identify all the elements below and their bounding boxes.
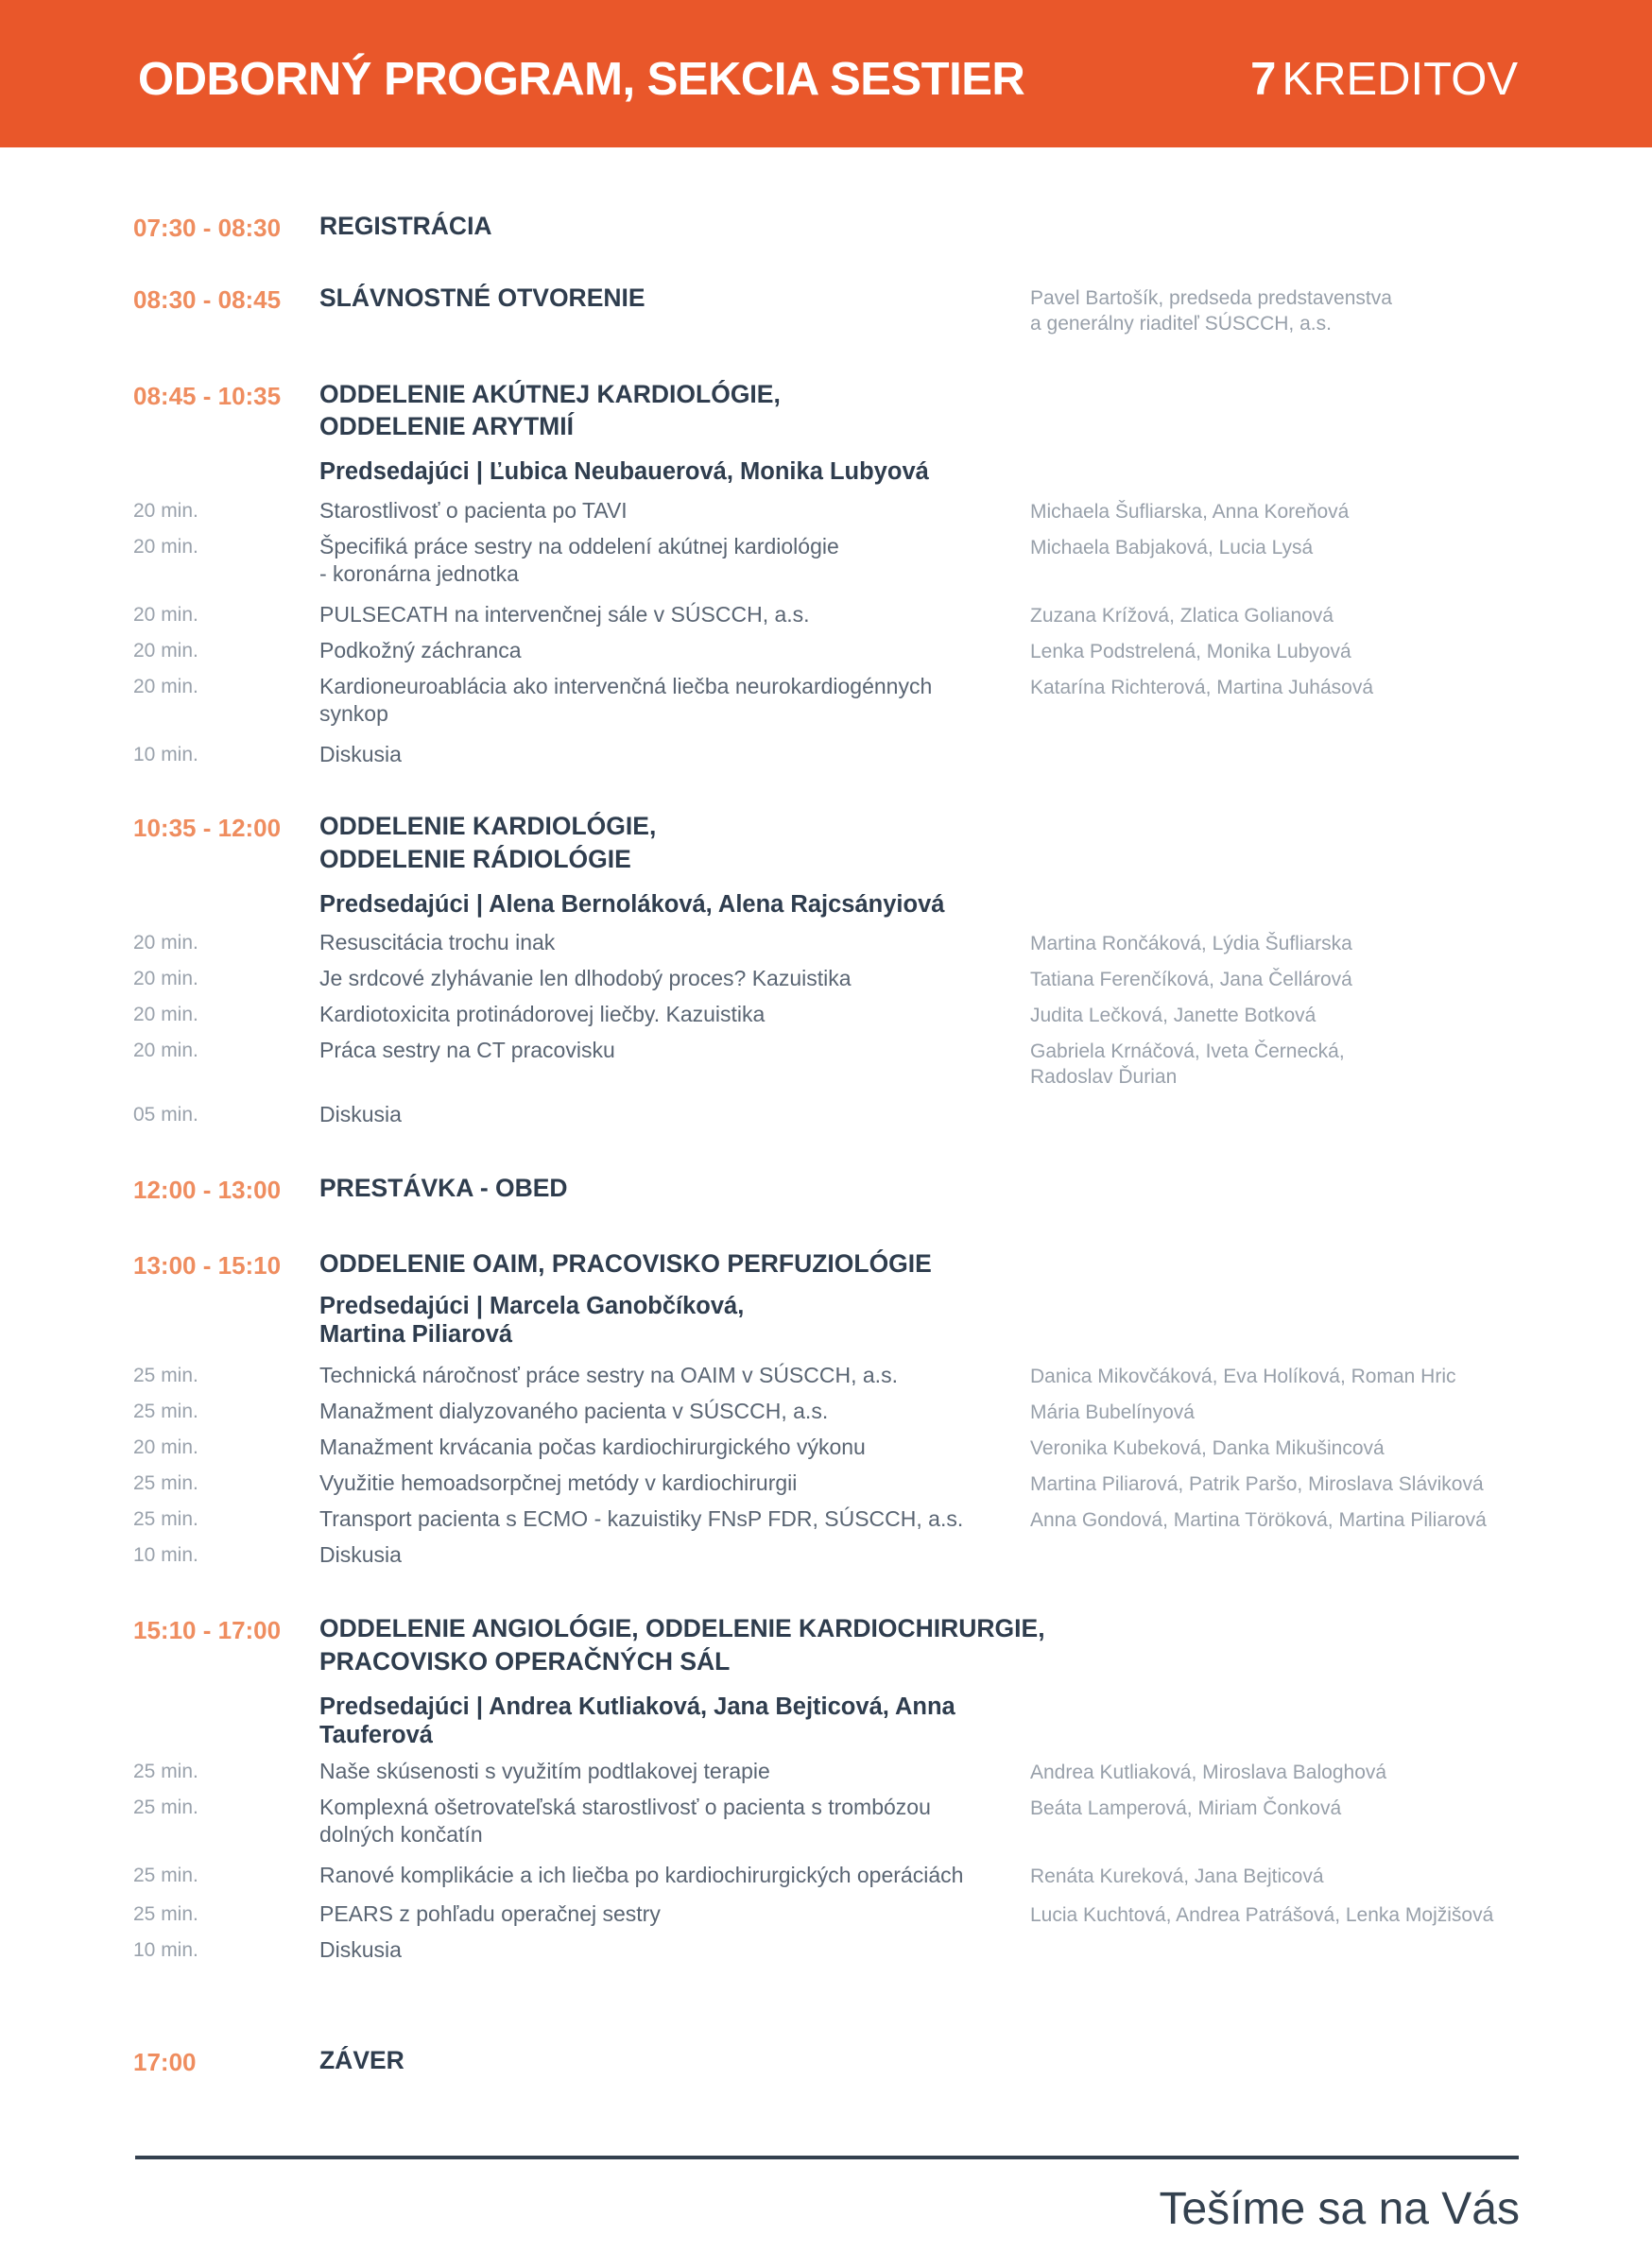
talk-topic: Komplexná ošetrovateľská starostlivosť o pacienta s trombózou <box>319 1795 931 1819</box>
talk-topic: dolných končatín <box>319 1822 483 1847</box>
talk-speakers: Martina Piliarová, Patrik Paršo, Miroslava Sláviková <box>1030 1473 1484 1495</box>
talk-duration: 20 min. <box>133 1040 198 1061</box>
chairs: Martina Piliarová <box>319 1321 513 1348</box>
talk-speakers: Tatiana Ferenčíková, Jana Čellárová <box>1030 969 1352 990</box>
talk-speakers: Anna Gondová, Martina Töröková, Martina Piliarová <box>1030 1509 1487 1531</box>
session-title: REGISTRÁCIA <box>319 212 492 240</box>
session-title: SLÁVNOSTNÉ OTVORENIE <box>319 284 645 312</box>
talk-topic: Starostlivosť o pacienta po TAVI <box>319 498 628 523</box>
talk-duration: 25 min. <box>133 1365 198 1386</box>
footer-slogan: Tešíme sa na Vás <box>1159 2184 1520 2234</box>
chairs: Predsedajúci | Marcela Ganobčíková, <box>319 1293 745 1319</box>
session-title: ODDELENIE ARYTMIÍ <box>319 412 574 440</box>
talk-topic: Práca sestry na CT pracovisku <box>319 1038 615 1062</box>
chairs: Predsedajúci | Alena Bernoláková, Alena Rajcsányiová <box>319 891 945 918</box>
talk-duration: 05 min. <box>133 1104 198 1126</box>
talk-duration: 20 min. <box>133 676 198 697</box>
session-title: ODDELENIE AKÚTNEJ KARDIOLÓGIE, <box>319 380 781 408</box>
talk-duration: 25 min. <box>133 1472 198 1494</box>
page-title: ODBORNÝ PROGRAM, SEKCIA SESTIER <box>138 54 1025 105</box>
talk-duration: 10 min. <box>133 1544 198 1566</box>
talk-duration: 20 min. <box>133 1004 198 1025</box>
talk-speakers: Lenka Podstrelená, Monika Lubyová <box>1030 641 1351 662</box>
talk-duration: 20 min. <box>133 932 198 954</box>
session-time: 17:00 <box>133 2048 197 2076</box>
credits-text: KREDITOV <box>1282 54 1518 105</box>
talk-duration: 20 min. <box>133 536 198 558</box>
session-time: 08:30 - 08:45 <box>133 285 282 314</box>
talk-duration: 10 min. <box>133 1939 198 1961</box>
talk-speakers: Lucia Kuchtová, Andrea Patrášová, Lenka Mojžišová <box>1030 1904 1494 1926</box>
talk-duration: 20 min. <box>133 604 198 626</box>
talk-speakers: Gabriela Krnáčová, Iveta Černecká, <box>1030 1040 1345 1062</box>
talk-duration: 25 min. <box>133 1508 198 1530</box>
session-title: ODDELENIE ANGIOLÓGIE, ODDELENIE KARDIOCHIRURGIE, <box>319 1614 1045 1642</box>
session-title: ODDELENIE RÁDIOLÓGIE <box>319 845 631 873</box>
chairs: Tauferová <box>319 1722 433 1748</box>
speaker: Pavel Bartošík, predseda predstavenstva <box>1030 287 1392 309</box>
talk-speakers: Zuzana Krížová, Zlatica Golianová <box>1030 605 1334 627</box>
talk-topic: synkop <box>319 701 388 726</box>
talk-speakers: Michaela Babjaková, Lucia Lysá <box>1030 537 1314 559</box>
talk-topic: PEARS z pohľadu operačnej sestry <box>319 1901 661 1926</box>
credits-label <box>1250 53 1518 106</box>
session-title: ODDELENIE OAIM, PRACOVISKO PERFUZIOLÓGIE <box>319 1249 932 1278</box>
talk-speakers: Beáta Lamperová, Miriam Čonková <box>1030 1797 1342 1819</box>
talk-topic: Kardiotoxicita protinádorovej liečby. Kazuistika <box>319 1002 766 1026</box>
talk-topic: PULSECATH na intervenčnej sále v SÚSCCH, a.s. <box>319 602 810 627</box>
footer-divider <box>135 2156 1519 2159</box>
talk-duration: 20 min. <box>133 640 198 662</box>
talk-topic: Diskusia <box>319 1102 402 1126</box>
talk-duration: 20 min. <box>133 1436 198 1458</box>
talk-topic: Resuscitácia trochu inak <box>319 930 556 954</box>
talk-duration: 20 min. <box>133 968 198 989</box>
talk-topic: Diskusia <box>319 1937 402 1962</box>
chairs: Predsedajúci | Andrea Kutliaková, Jana Bejticová, Anna <box>319 1693 955 1720</box>
talk-topic: Manažment krvácania počas kardiochirurgického výkonu <box>319 1435 866 1459</box>
speaker: a generálny riaditeľ SÚSCCH, a.s. <box>1030 313 1332 335</box>
session-time: 13:00 - 15:10 <box>133 1251 282 1280</box>
talk-topic: Naše skúsenosti s využitím podtlakovej terapie <box>319 1759 770 1783</box>
talk-topic: Diskusia <box>319 1542 402 1567</box>
session-time: 08:45 - 10:35 <box>133 382 282 410</box>
talk-speakers: Judita Lečková, Janette Botková <box>1030 1005 1316 1026</box>
talk-duration: 25 min. <box>133 1865 198 1886</box>
talk-topic: Špecifiká práce sestry na oddelení akútnej kardiológie <box>319 534 839 559</box>
session-time: 15:10 - 17:00 <box>133 1616 282 1644</box>
talk-topic: Je srdcové zlyhávanie len dlhodobý proces? Kazuistika <box>319 966 852 990</box>
talk-speakers: Veronika Kubeková, Danka Mikušincová <box>1030 1437 1385 1459</box>
credits-number: 7 <box>1250 54 1277 105</box>
talk-topic: Diskusia <box>319 742 402 766</box>
talk-duration: 25 min. <box>133 1401 198 1422</box>
talk-duration: 25 min. <box>133 1761 198 1782</box>
talk-speakers: Radoslav Ďurian <box>1030 1066 1178 1088</box>
talk-topic: Technická náročnosť práce sestry na OAIM v SÚSCCH, a.s. <box>319 1363 898 1387</box>
talk-speakers: Renáta Kureková, Jana Bejticová <box>1030 1865 1324 1887</box>
talk-topic: Ranové komplikácie a ich liečba po kardiochirurgických operáciách <box>319 1863 964 1887</box>
session-time: 10:35 - 12:00 <box>133 814 282 842</box>
talk-speakers: Danica Mikovčáková, Eva Holíková, Roman Hric <box>1030 1366 1456 1387</box>
talk-duration: 25 min. <box>133 1796 198 1818</box>
session-title: ZÁVER <box>319 2046 404 2074</box>
talk-duration: 10 min. <box>133 744 198 765</box>
talk-speakers: Martina Rončáková, Lýdia Šufliarska <box>1030 933 1352 954</box>
talk-speakers: Andrea Kutliaková, Miroslava Baloghová <box>1030 1762 1387 1783</box>
session-time: 12:00 - 13:00 <box>133 1176 282 1204</box>
talk-topic: Podkožný záchranca <box>319 638 522 662</box>
session-title: PRACOVISKO OPERAČNÝCH SÁL <box>319 1647 731 1676</box>
chairs: Predsedajúci | Ľubica Neubauerová, Monika Lubyová <box>319 458 929 485</box>
header-banner <box>0 0 1652 147</box>
talk-duration: 25 min. <box>133 1903 198 1925</box>
talk-duration: 20 min. <box>133 500 198 522</box>
talk-topic: Manažment dialyzovaného pacienta v SÚSCCH, a.s. <box>319 1399 829 1423</box>
talk-speakers: Katarína Richterová, Martina Juhásová <box>1030 677 1374 698</box>
talk-topic: Transport pacienta s ECMO - kazuistiky FNsP FDR, SÚSCCH, a.s. <box>319 1506 964 1531</box>
session-title: PRESTÁVKA - OBED <box>319 1174 568 1202</box>
talk-topic: Kardioneuroablácia ako intervenčná liečba neurokardiogénnych <box>319 674 933 698</box>
session-title: ODDELENIE KARDIOLÓGIE, <box>319 812 657 840</box>
talk-topic: - koronárna jednotka <box>319 561 519 586</box>
talk-speakers: Michaela Šufliarska, Anna Koreňová <box>1030 501 1350 523</box>
session-time: 07:30 - 08:30 <box>133 214 282 242</box>
talk-speakers: Mária Bubelínyová <box>1030 1401 1195 1423</box>
talk-topic: Využitie hemoadsorpčnej metódy v kardiochirurgii <box>319 1470 798 1495</box>
